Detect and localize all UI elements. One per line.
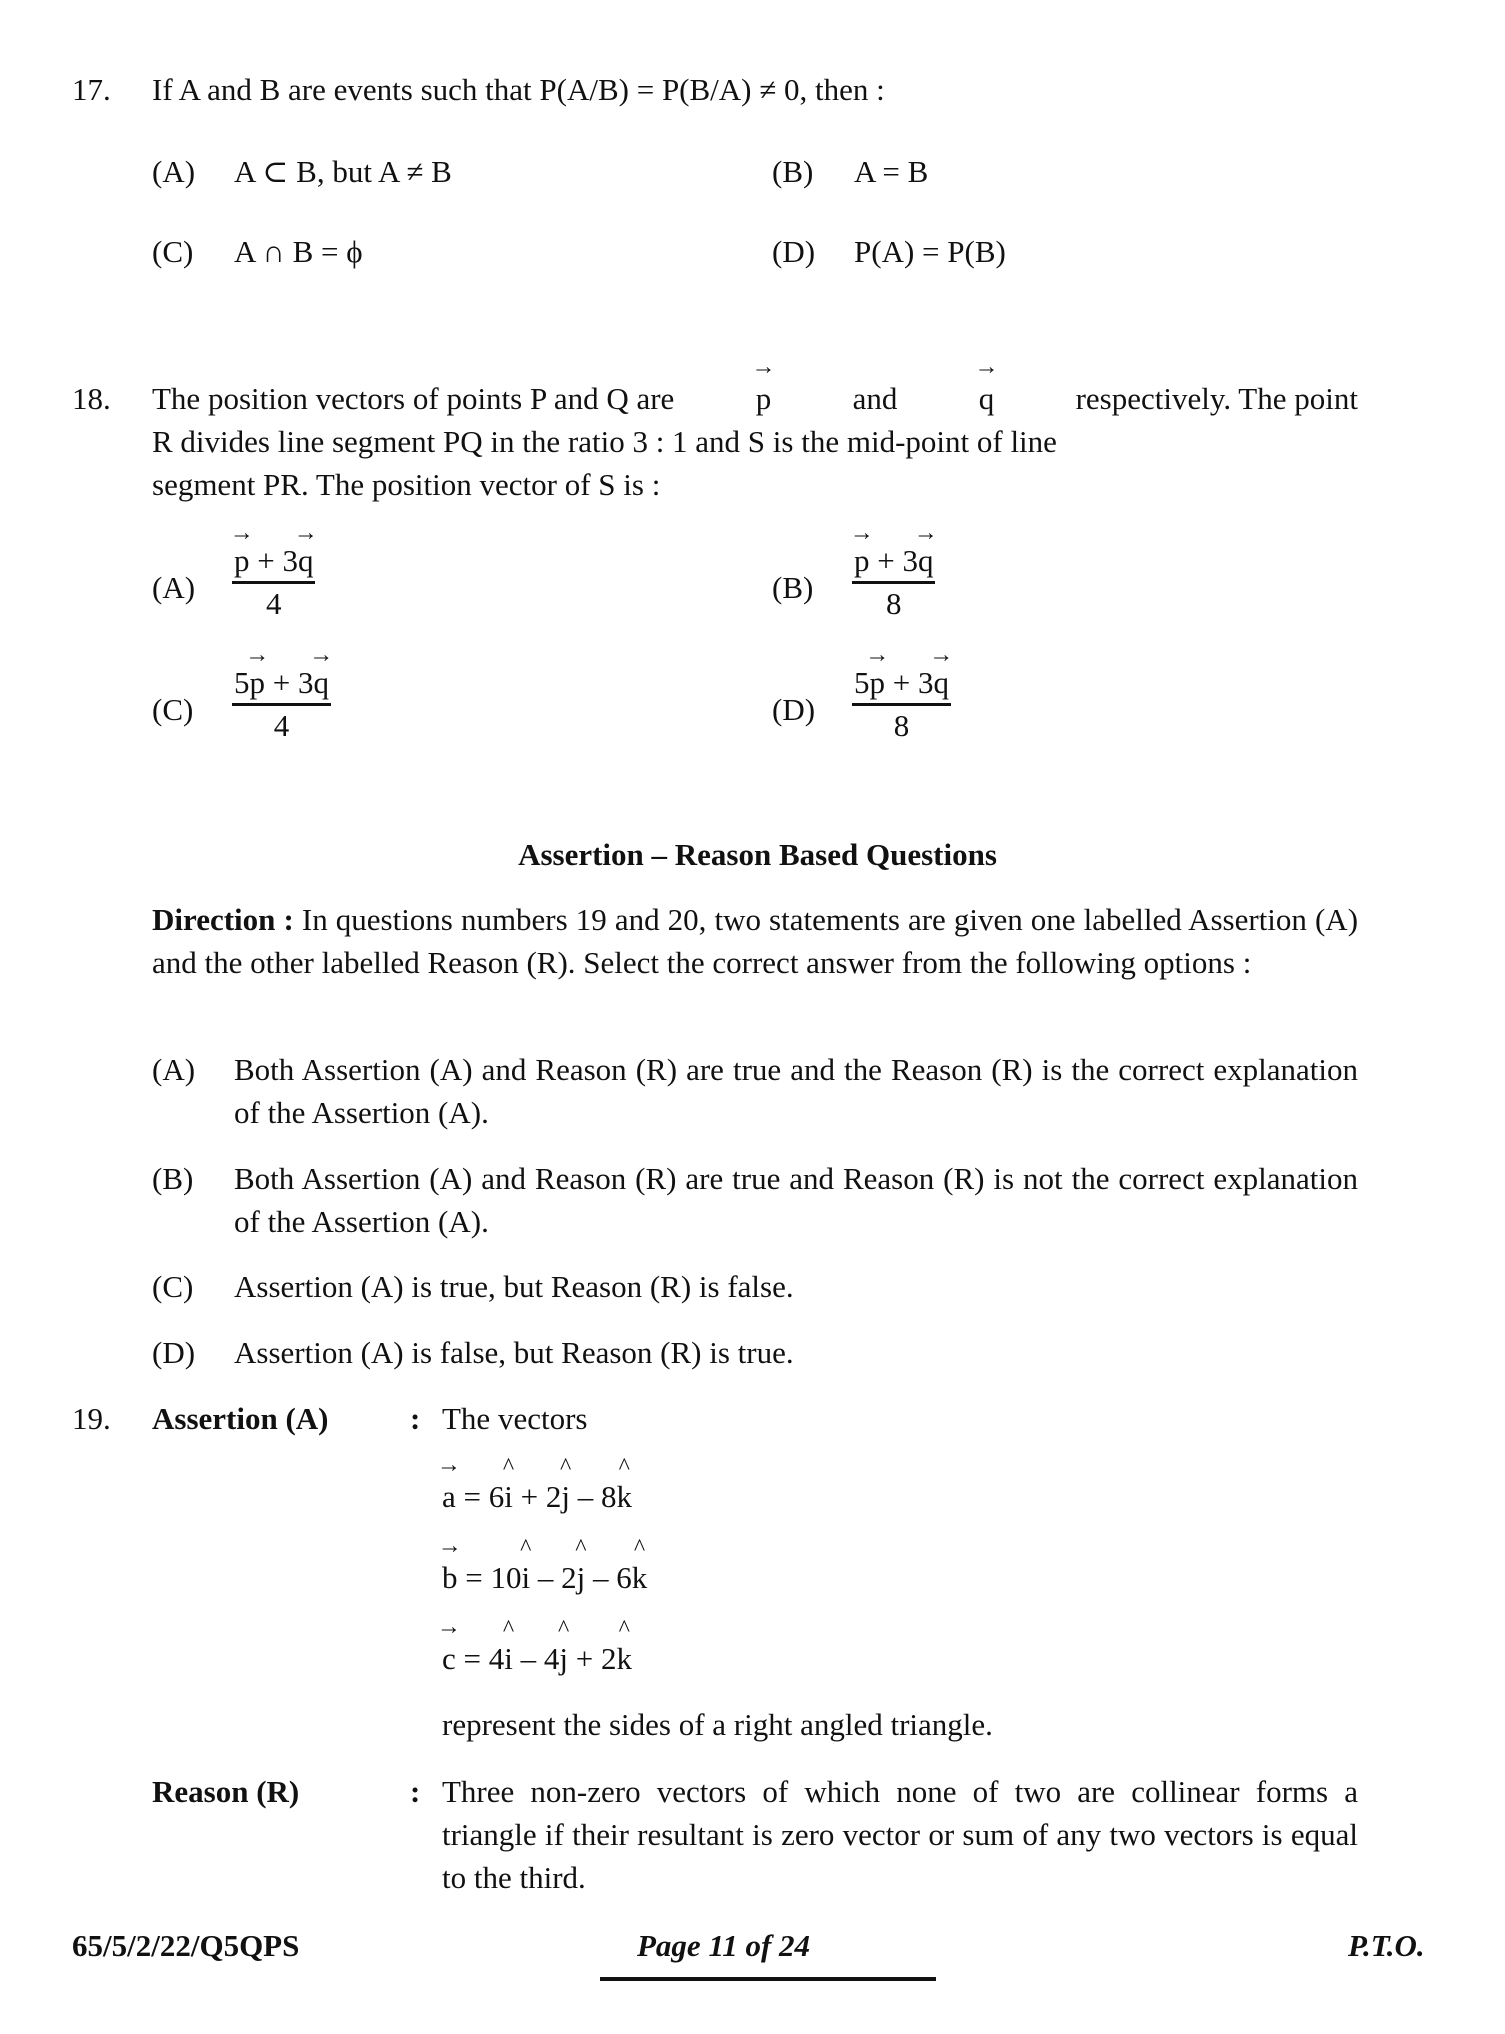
reason-text: Three non-zero vectors of which none of two are collinear forms a triangle if their resultant is zero vector or sum of any two vectors is equal to the third.: [442, 1774, 1358, 1895]
vector-p: → p: [870, 665, 886, 701]
stem-text: The position vectors of points P and Q are: [152, 381, 675, 416]
vector-p: → p: [234, 543, 250, 579]
denominator: 4: [265, 586, 282, 621]
paper-code: 65/5/2/22/Q5QPS: [72, 1928, 300, 1963]
question-number: 19.: [72, 1401, 111, 1436]
vector-a-equation: → a = 6^ i + 2^ j – 8^ k: [442, 1475, 632, 1518]
vector-q: → q: [298, 543, 314, 579]
direction-paragraph: [152, 898, 1358, 984]
denominator: 4: [273, 708, 290, 743]
vector-p: → p: [250, 665, 266, 701]
fraction-option-c: $\frac{5\to p + 3\to q}{4}$: [232, 665, 331, 744]
option-label: (C): [152, 234, 194, 269]
page-number-underline: [600, 1977, 936, 1981]
assertion-label: Assertion (A): [152, 1401, 329, 1436]
fraction-option-d: $\frac{5\to p + 3\to q}{8}$: [852, 665, 951, 744]
option-label: (C): [152, 692, 194, 727]
option-text: Both Assertion (A) and Reason (R) are true and Reason (R) is not the correct explanation of the Assertion (A).: [234, 1161, 1358, 1239]
option-label: (D): [772, 692, 816, 727]
reason-label: Reason (R): [152, 1774, 300, 1809]
question-stem-line-3: segment PR. The position vector of S is :: [152, 467, 661, 502]
assertion-outro: represent the sides of a right angled triangle.: [442, 1707, 993, 1742]
direction-label: Direction :: [152, 902, 294, 937]
option-label: (B): [772, 154, 814, 189]
option-label: (A): [152, 570, 196, 605]
option-text: A ∩ B = ϕ: [234, 234, 363, 269]
option-label: (D): [772, 234, 816, 269]
assertion-intro: The vectors: [442, 1401, 588, 1436]
vector-q: → q: [918, 543, 934, 579]
page-number: Page 11 of 24: [637, 1928, 811, 1963]
option-label: (B): [772, 570, 814, 605]
direction-text: In questions numbers 19 and 20, two statements are given one labelled Assertion (A) and the other labelled Reason (R). Select the correct answer from the following options :: [152, 902, 1359, 980]
question-stem-line-1: [152, 377, 1358, 420]
option-label: (C): [152, 1269, 194, 1304]
question-number: 18.: [72, 381, 111, 416]
option-text: A ⊂ B, but A ≠ B: [234, 154, 452, 189]
section-heading: Assertion – Reason Based Questions: [518, 837, 997, 872]
vector-q: → q: [313, 665, 329, 701]
question-number: 17.: [72, 72, 111, 107]
vector-b-equation: → b = 10^ i – 2^ j – 6^ k: [442, 1556, 647, 1599]
stem-text: respectively. The point: [1075, 381, 1358, 416]
option-text: Assertion (A) is false, but Reason (R) is true.: [234, 1335, 794, 1370]
vector-p: → p: [854, 543, 870, 579]
stem-text: and: [852, 381, 898, 416]
vector-p: → p: [756, 377, 772, 420]
option-label: (A): [152, 154, 196, 189]
option-label: (A): [152, 1052, 196, 1087]
option-label: (B): [152, 1161, 194, 1196]
question-stem: If A and B are events such that P(A/B) = P(B/A) ≠ 0, then :: [152, 72, 885, 107]
denominator: 8: [885, 586, 902, 621]
assertion-colon: :: [410, 1401, 421, 1436]
reason-colon: :: [410, 1774, 421, 1809]
option-label: (D): [152, 1335, 196, 1370]
fraction-option-a: → $\frac{p + 3\to q}{4}$: [232, 543, 315, 622]
vector-q: → q: [979, 377, 995, 420]
option-text: A = B: [854, 154, 929, 189]
option-text: Assertion (A) is true, but Reason (R) is false.: [234, 1269, 794, 1304]
vector-q: → q: [933, 665, 949, 701]
option-text: Both Assertion (A) and Reason (R) are true and the Reason (R) is the correct explanation of the Assertion (A).: [234, 1052, 1358, 1130]
vector-c-equation: → c = 4^ i – 4^ j + 2^ k: [442, 1637, 632, 1680]
pto-label: P.T.O.: [1348, 1928, 1425, 1963]
denominator: 8: [893, 708, 910, 743]
fraction-option-b: → $\frac{p + 3\to q}{8}$: [852, 543, 935, 622]
question-stem-line-2: R divides line segment PQ in the ratio 3 : 1 and S is the mid-point of line: [152, 424, 1057, 459]
option-text: P(A) = P(B): [854, 234, 1006, 269]
